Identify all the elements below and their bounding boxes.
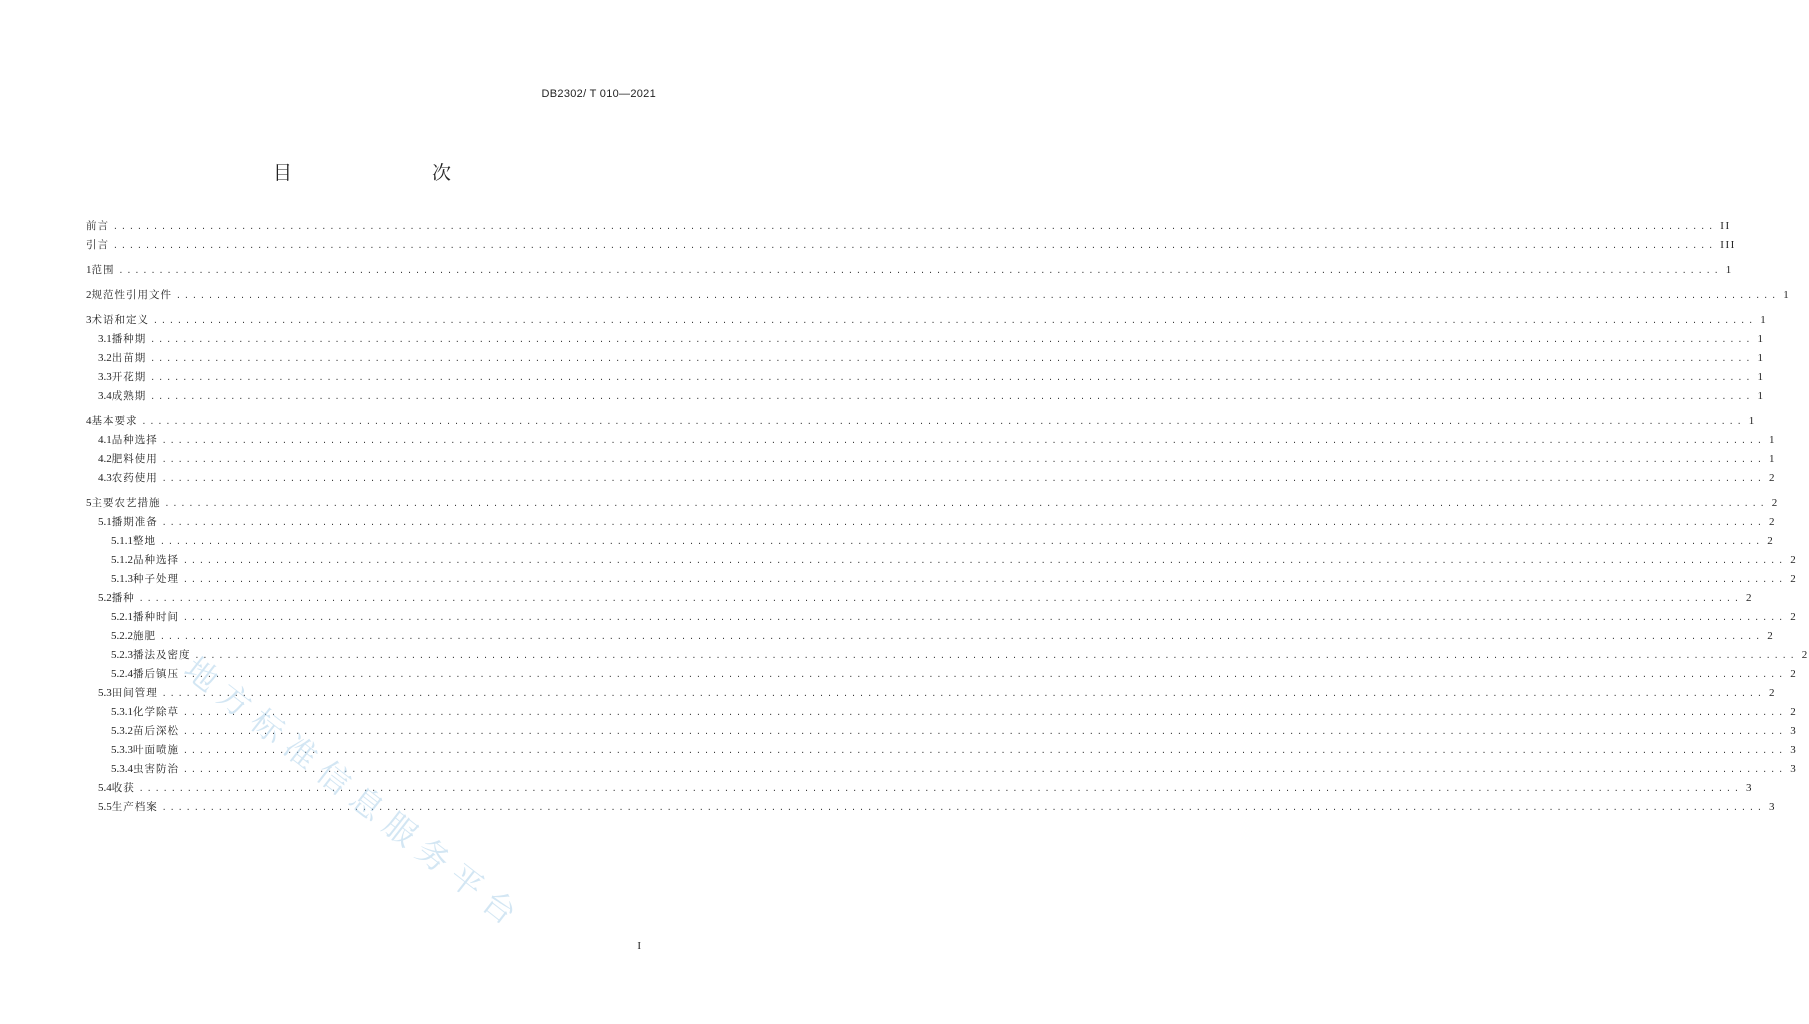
toc-entry-title: 叶面喷施 — [133, 744, 179, 756]
toc-entry-page: 1 — [1757, 390, 1765, 402]
toc-entry-number: 5.2.3 — [111, 649, 133, 661]
toc-entry[interactable] — [86, 286, 1791, 305]
toc-entry[interactable] — [86, 450, 1777, 469]
toc-entry-page: 1 — [1757, 352, 1765, 364]
toc-entry[interactable] — [86, 469, 1777, 488]
dot-leader: ........................................................................................................................................................................................................ — [113, 241, 1717, 250]
toc-entry-title: 播后镇压 — [133, 668, 179, 680]
toc-entry-title: 出苗期 — [111, 352, 147, 364]
toc-entry[interactable] — [86, 703, 1798, 722]
dot-leader: ........................................................................................................................................................................................................ — [183, 556, 1787, 565]
toc-entry-title: 生产档案 — [111, 801, 158, 813]
dot-leader: ........................................................................................................................................................................................................ — [183, 746, 1787, 755]
toc-entry-number: 5.1.2 — [111, 554, 133, 566]
dot-leader: ........................................................................................................................................................................................................ — [194, 651, 1798, 660]
dot-leader: ........................................................................................................................................................................................................ — [160, 537, 1764, 546]
toc-entry-page: 2 — [1790, 573, 1798, 585]
toc-entry[interactable] — [86, 722, 1798, 741]
toc-entry-number: 3.3 — [98, 371, 112, 383]
dot-leader: ........................................................................................................................................................................................................ — [161, 455, 1766, 464]
toc-entry-number: 5.3 — [98, 687, 112, 699]
table-of-contents — [86, 217, 1809, 817]
toc-entry-title: 开花期 — [111, 371, 147, 383]
toc-entry-number: 4.3 — [98, 472, 112, 484]
toc-entry[interactable] — [86, 627, 1775, 646]
toc-entry-page: II — [1720, 220, 1731, 232]
dot-leader: ........................................................................................................................................................................................................ — [183, 727, 1787, 736]
toc-entry-title: 成熟期 — [111, 390, 147, 402]
toc-entry-page: 2 — [1790, 706, 1798, 718]
dot-leader: ........................................................................................................................................................................................................ — [164, 499, 1768, 508]
dot-leader: ........................................................................................................................................................................................................ — [118, 266, 1722, 275]
toc-entry-title: 基本要求 — [91, 415, 138, 427]
toc-entry-title: 播种 — [111, 592, 135, 604]
toc-entry-page: 1 — [1748, 415, 1756, 427]
toc-entry-number: 3 — [86, 314, 92, 326]
toc-entry[interactable] — [86, 494, 1779, 513]
toc-entry-number: 5.3.4 — [111, 763, 133, 775]
toc-entry[interactable] — [86, 349, 1765, 368]
toc-entry-number: 5.1 — [98, 516, 112, 528]
toc-entry-page: 2 — [1769, 687, 1777, 699]
toc-entry-number: 1 — [86, 264, 92, 276]
toc-entry[interactable] — [86, 741, 1798, 760]
toc-entry[interactable] — [86, 236, 1736, 255]
toc-entry-page: 3 — [1769, 801, 1777, 813]
dot-leader: ........................................................................................................................................................................................................ — [150, 392, 1754, 401]
toc-entry[interactable] — [86, 532, 1775, 551]
dot-leader: ........................................................................................................................................................................................................ — [183, 613, 1787, 622]
toc-entry[interactable] — [86, 551, 1798, 570]
toc-entry[interactable] — [86, 513, 1777, 532]
toc-entry-page: 2 — [1767, 630, 1775, 642]
page-number: I — [637, 940, 641, 952]
dot-leader: ........................................................................................................................................................................................................ — [160, 632, 1764, 641]
toc-entry-number: 5 — [86, 497, 92, 509]
toc-entry-title: 收获 — [111, 782, 135, 794]
toc-entry-number: 4.2 — [98, 453, 112, 465]
toc-title: 目 次 — [272, 162, 485, 184]
toc-entry-number: 5.2.4 — [111, 668, 133, 680]
toc-entry-page: 1 — [1783, 289, 1791, 301]
toc-entry-page: 3 — [1790, 763, 1798, 775]
toc-entry-title: 品种选择 — [111, 434, 158, 446]
dot-leader: ........................................................................................................................................................................................................ — [138, 594, 1743, 603]
toc-entry-page: 2 — [1790, 554, 1798, 566]
dot-leader: ........................................................................................................................................................................................................ — [161, 474, 1766, 483]
toc-entry-number: 5.1.1 — [111, 535, 133, 547]
toc-entry[interactable] — [86, 368, 1765, 387]
toc-entry-number: 5.2 — [98, 592, 112, 604]
dot-leader: ........................................................................................................................................................................................................ — [150, 354, 1754, 363]
toc-entry-page: 3 — [1746, 782, 1754, 794]
toc-entry-title: 前言 — [86, 220, 109, 232]
toc-entry-page: 1 — [1725, 264, 1733, 276]
toc-entry-number: 5.3.3 — [111, 744, 133, 756]
toc-entry-title: 田间管理 — [111, 687, 158, 699]
toc-entry[interactable] — [86, 608, 1798, 627]
toc-entry-title: 主要农艺措施 — [91, 497, 161, 509]
dot-leader: ........................................................................................................................................................................................................ — [141, 417, 1745, 426]
toc-entry-page: 2 — [1801, 649, 1809, 661]
toc-entry-page: 2 — [1767, 535, 1775, 547]
toc-entry-title: 施肥 — [133, 630, 156, 642]
toc-entry[interactable] — [86, 311, 1768, 330]
toc-entry-title: 范围 — [91, 264, 115, 276]
toc-entry-page: 2 — [1790, 668, 1798, 680]
toc-entry-title: 虫害防治 — [133, 763, 179, 775]
toc-entry-page: 2 — [1771, 497, 1779, 509]
toc-entry-number: 5.2.1 — [111, 611, 133, 623]
toc-entry-title: 播期准备 — [111, 516, 158, 528]
toc-entry-title: 农药使用 — [111, 472, 158, 484]
toc-entry-page: 2 — [1746, 592, 1754, 604]
toc-entry-page: III — [1720, 239, 1736, 251]
toc-entry-number: 4 — [86, 415, 92, 427]
dot-leader: ........................................................................................................................................................................................................ — [153, 316, 1757, 325]
toc-entry[interactable] — [86, 589, 1754, 608]
toc-entry-title: 苗后深松 — [133, 725, 179, 737]
toc-entry-title: 种子处理 — [133, 573, 179, 585]
toc-entry[interactable] — [86, 684, 1777, 703]
toc-entry-page: 3 — [1790, 744, 1798, 756]
standard-code: DB2302/ T 010—2021 — [541, 88, 656, 100]
toc-entry-number: 5.3.1 — [111, 706, 133, 718]
toc-entry[interactable] — [86, 217, 1731, 236]
toc-entry-number: 3.4 — [98, 390, 112, 402]
dot-leader: ........................................................................................................................................................................................................ — [161, 436, 1766, 445]
toc-entry-title: 播种期 — [111, 333, 147, 345]
toc-entry-page: 1 — [1760, 314, 1768, 326]
toc-entry[interactable] — [86, 431, 1777, 450]
toc-entry-title: 播种时间 — [133, 611, 179, 623]
toc-entry-page: 1 — [1769, 434, 1777, 446]
toc-entry-title: 品种选择 — [133, 554, 179, 566]
toc-entry-page: 1 — [1757, 371, 1765, 383]
dot-leader: ........................................................................................................................................................................................................ — [150, 373, 1754, 382]
toc-entry-number: 3.2 — [98, 352, 112, 364]
dot-leader: ........................................................................................................................................................................................................ — [183, 670, 1787, 679]
toc-entry-number: 5.1.3 — [111, 573, 133, 585]
toc-entry-title: 化学除草 — [133, 706, 179, 718]
toc-entry[interactable] — [86, 570, 1798, 589]
dot-leader: ........................................................................................................................................................................................................ — [176, 291, 1780, 300]
toc-entry-title: 规范性引用文件 — [91, 289, 172, 301]
dot-leader: ........................................................................................................................................................................................................ — [150, 335, 1754, 344]
toc-entry-title: 整地 — [133, 535, 156, 547]
toc-entry-title: 引言 — [86, 239, 109, 251]
toc-entry-title: 术语和定义 — [91, 314, 149, 326]
toc-entry[interactable] — [86, 330, 1765, 349]
dot-leader: ........................................................................................................................................................................................................ — [161, 518, 1766, 527]
toc-entry-number: 5.3.2 — [111, 725, 133, 737]
dot-leader: ........................................................................................................................................................................................................ — [161, 689, 1766, 698]
toc-entry-number: 5.4 — [98, 782, 112, 794]
toc-entry-number: 5.2.2 — [111, 630, 133, 642]
dot-leader: ........................................................................................................................................................................................................ — [138, 784, 1743, 793]
toc-entry[interactable] — [86, 646, 1809, 665]
toc-entry-page: 2 — [1769, 516, 1777, 528]
toc-entry[interactable] — [86, 665, 1798, 684]
dot-leader: ........................................................................................................................................................................................................ — [183, 575, 1787, 584]
toc-entry-number: 3.1 — [98, 333, 112, 345]
toc-entry[interactable] — [86, 261, 1733, 280]
toc-entry-title: 肥料使用 — [111, 453, 158, 465]
toc-entry-page: 2 — [1769, 472, 1777, 484]
dot-leader: ........................................................................................................................................................................................................ — [183, 708, 1787, 717]
toc-entry[interactable] — [86, 412, 1756, 431]
dot-leader: ........................................................................................................................................................................................................ — [183, 765, 1787, 774]
toc-entry-page: 3 — [1790, 725, 1798, 737]
toc-entry-number: 4.1 — [98, 434, 112, 446]
toc-entry-page: 1 — [1769, 453, 1777, 465]
toc-entry-page: 1 — [1757, 333, 1765, 345]
toc-entry-number: 2 — [86, 289, 92, 301]
toc-entry-page: 2 — [1790, 611, 1798, 623]
toc-entry-title: 播法及密度 — [133, 649, 191, 661]
toc-entry[interactable] — [86, 387, 1765, 406]
dot-leader: ........................................................................................................................................................................................................ — [113, 222, 1717, 231]
toc-entry-number: 5.5 — [98, 801, 112, 813]
dot-leader: ........................................................................................................................................................................................................ — [161, 803, 1766, 812]
watermark: 地方标准信息服务平台 — [177, 649, 532, 939]
